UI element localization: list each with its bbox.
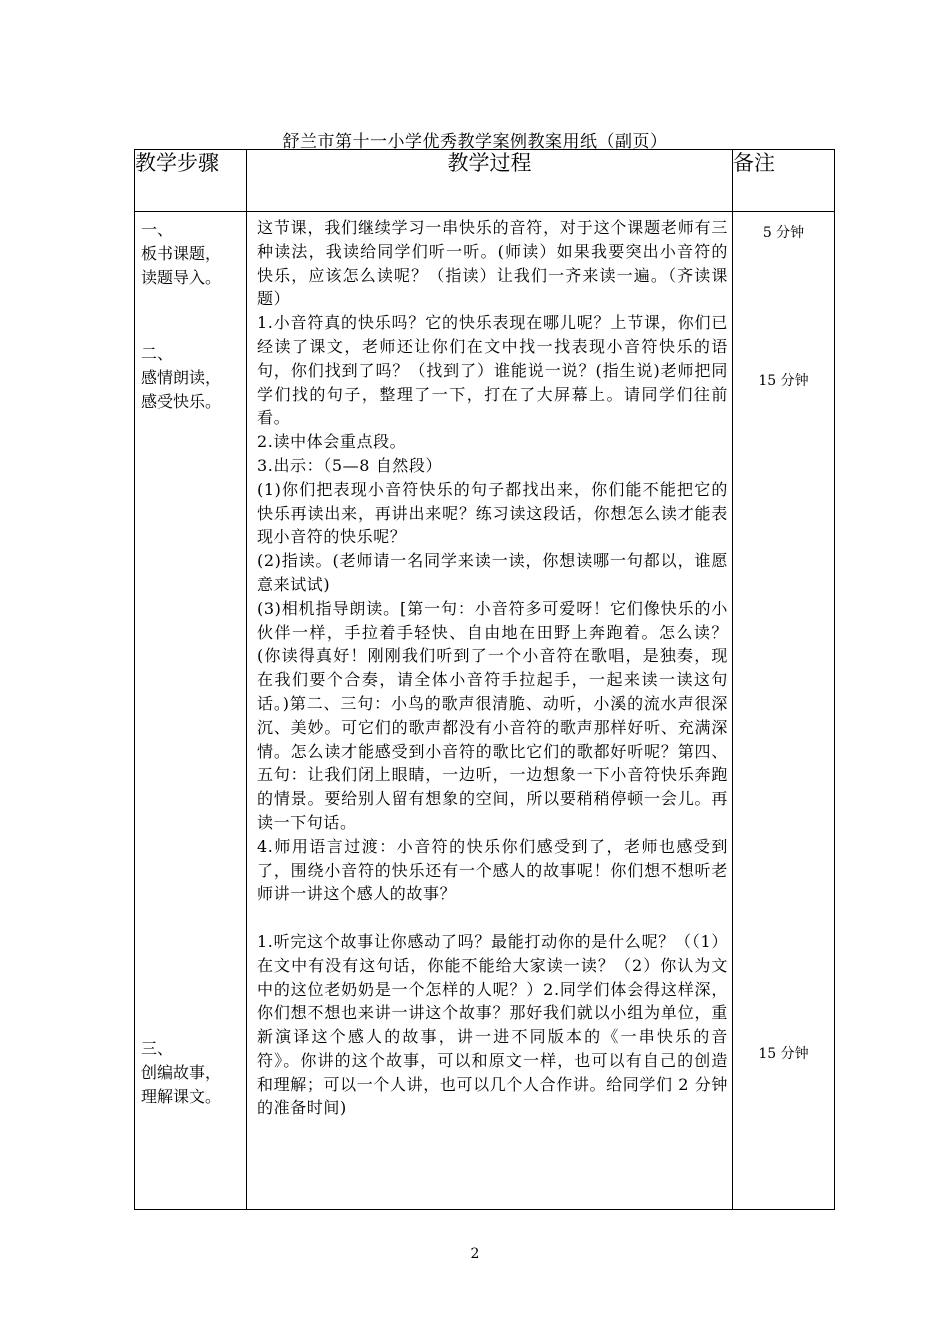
steps-cell [135, 212, 247, 1210]
process-paragraph: 1.听完这个故事让你感动了吗？最能打动你的是什么呢？（（1）在文中有没有这句话，你能不能给大家读一读？（2）你认为文中的这位老奶奶是一个怎样的人呢？）2.同学们体会得这样深，你们想不想也来讲一讲这个故事？那好我们就以小组为单位，重新演译这个感人的故事，讲一进不同版本的《一串快乐的音符》。你讲的这个故事，可以和原文一样，也可以有自己的创造和理解；可以一个人讲，也可以几个人合作讲。给同学们 2 分钟的准备时间) [257, 931, 728, 1118]
process-paragraph: 这节课，我们继续学习一串快乐的音符，对于这个课题老师有三种读法，我读给同学们听一听。(师读）如果我要突出小音符的快乐，应该怎么读呢？（指读）让我们一齐来读一遍。（齐读课题） [257, 218, 728, 309]
process-paragraph: (2)指读。(老师请一名同学来读一读，你想读哪一句都以，谁愿意来试试) [257, 551, 728, 594]
step-1-line-2: 读题导入。 [141, 268, 222, 287]
step-3 [141, 1037, 221, 1109]
page-number: 2 [470, 1246, 480, 1262]
process-blank-line [257, 906, 728, 930]
step-3-line-1: 创编故事， [141, 1063, 222, 1082]
process-paragraph: 2.读中体会重点段。 [257, 432, 407, 452]
process-paragraph: (3)相机指导朗读。[第一句：小音符多可爱呀！它们像快乐的小伙伴一样，手拉着手轻快、自由地在田野上奔跑着。怎么读？(你读得真好！刚刚我们听到了一个小音符在歌唱，是独奏，现在我们要个合奏，请全体小音符手拉起手，一起来读一读这句话。)第二、三句：小鸟的歌声很清脆、动听，小溪的流水声很深沉、美妙。可它们的歌声都没有小音符的歌声那样好听、充满深情。怎么读才能感受到小音符的歌比它们的歌都好听呢？第四、五句：让我们闭上眼睛，一边听，一边想象一下小音符快乐奔跑的情景。要给别人留有想象的空间，所以要稍稍停顿一会儿。再读一下句话。 [257, 598, 728, 832]
step-3-number: 三、 [141, 1039, 174, 1058]
process-text [247, 212, 732, 1120]
note-time-1: 5 分钟 [762, 225, 805, 241]
process-paragraph: 1.小音符真的快乐吗？它的快乐表现在哪儿呢？上节课，你们已经读了课文，老师还让你们在文中找一找表现小音符快乐的语句，你们找到了吗？（找到了）谁能说一说？(指生说)老师把同学们找的句子，整理了一下，打在了大屏幕上。请同学们往前看。 [257, 313, 728, 428]
process-paragraph: 3.出示：（5—8 自然段） [257, 455, 443, 475]
header-notes: 备注 [733, 150, 835, 212]
step-1-number: 一、 [141, 220, 174, 239]
step-2-line-2: 感受快乐。 [141, 392, 222, 411]
process-paragraph: (1)你们把表现小音符快乐的句子都找出来，你们能不能把它的快乐再读出来，再讲出来呢？练习读这段话，你想怎么读才能表现小音符的快乐呢？ [257, 479, 728, 547]
header-teaching-process: 教学过程 [247, 150, 733, 212]
step-2 [141, 342, 221, 414]
step-2-number: 二、 [141, 344, 174, 363]
step-2-line-1: 感情朗读， [141, 368, 222, 387]
process-paragraph: 4.师用语言过渡：小音符的快乐你们感受到了，老师也感受到了，围绕小音符的快乐还有一个感人的故事呢！你们想不想听老师讲一讲这个感人的故事？ [257, 836, 728, 904]
header-teaching-steps: 教学步骤 [135, 150, 247, 212]
process-cell [247, 212, 733, 1210]
notes-cell [733, 212, 835, 1210]
page-title: 舒兰市第十一小学优秀教学案例教案用纸（副页） [282, 132, 668, 152]
table-body-row [135, 212, 835, 1210]
lesson-plan-table [134, 149, 835, 1210]
step-1-line-1: 板书课题， [141, 244, 222, 263]
step-1 [141, 218, 221, 290]
table-header-row [135, 150, 835, 212]
note-time-2: 15 分钟 [758, 373, 809, 389]
note-time-3: 15 分钟 [758, 1046, 809, 1062]
step-3-line-2: 理解课文。 [141, 1087, 222, 1106]
